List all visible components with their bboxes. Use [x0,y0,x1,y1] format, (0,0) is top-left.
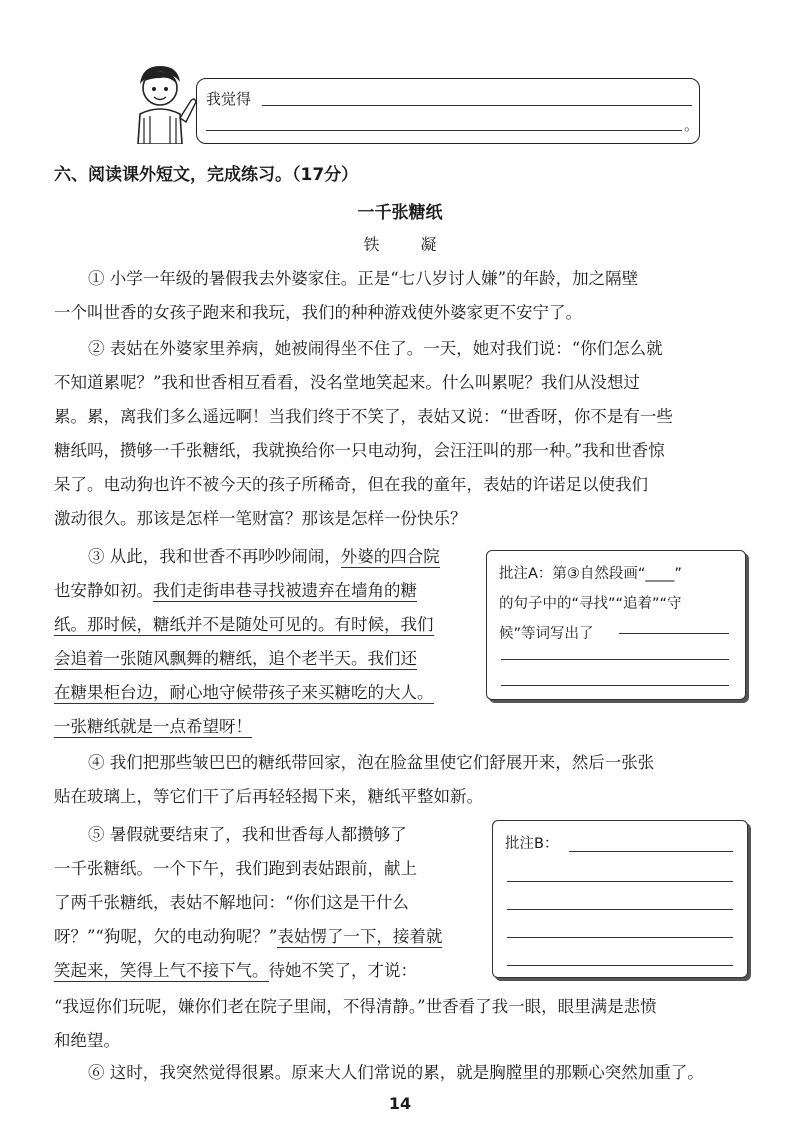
annotation-b-answer-line-3[interactable] [507,909,733,910]
section-title: 六、阅读课外短文，完成练习。（17分） [54,165,359,185]
annotation-a-line-1: 批注A：第③自然段画“____” [499,566,682,582]
paragraph-3-line-4 [54,642,417,676]
paragraph-3-underlined-phrase-4: 会追着一张随风飘舞的糖纸，追个老半天。我们还 [54,649,417,668]
annotation-a-answer-line-1[interactable] [619,633,729,634]
paragraph-3-line-1 [88,540,440,574]
paragraph-4-line-2: 贴在玻璃上，等它们干了后再轻轻揭下来，糖纸平整如新。 [54,787,483,806]
paragraph-4-line-1: ④ 我们把那些皱巴巴的糖纸带回家，泡在脸盆里使它们舒展开来，然后一张张 [88,753,655,772]
boy-illustration [130,62,198,144]
annotation-a-answer-line-3[interactable] [501,685,729,686]
paragraph-2-line-2: 不知道累呢？”我和世香相互看看，没名堂地笑起来。什么叫累呢？我们从没想过 [54,373,640,392]
annotation-b-answer-line-2[interactable] [507,881,733,882]
paragraph-5-line-4 [54,920,442,954]
annotation-a-box [486,550,746,700]
paragraph-5-line-5 [54,954,417,988]
story-title: 一千张糖纸 [357,203,443,223]
annotation-b-box [492,820,748,978]
annotation-b-answer-line-5[interactable] [507,965,733,966]
paragraph-3-line-1-text: ③ 从此，我和世香不再吵吵闹闹， [88,547,341,566]
paragraph-5-line-5-text: 待她不笑了，才说： [268,961,417,980]
paragraph-3-underlined-phrase-5: 在糖果柜台边，耐心地守候带孩子来买糖吃的大人。 [54,683,434,702]
paragraph-1-line-1: ① 小学一年级的暑假我去外婆家住。正是“七八岁讨人嫌”的年龄，加之隔壁 [88,269,639,288]
paragraph-3-underlined-phrase-2: 我们走街串巷寻找被遗弃在墙角的糖 [153,581,417,600]
page-number: 14 [388,1094,412,1113]
annotation-a-text [499,559,682,649]
annotation-b-answer-line-4[interactable] [507,937,733,938]
opinion-label: 我觉得 [206,90,252,108]
paragraph-2-line-4: 糖纸吗，攒够一千张糖纸，我就换给你一只电动狗，会汪汪叫的那一种。”我和世香惊 [54,441,665,460]
paragraph-3-line-2-text: 也安静如初。 [54,581,153,600]
paragraph-5-line-7: 和绝望。 [54,1031,120,1050]
annotation-a-line-3: 候”等词写出了 [499,626,594,642]
story-author: 铁 凝 [363,235,455,254]
paragraph-3-line-5 [54,676,434,710]
paragraph-3-underlined-phrase-3: 纸。那时候，糖纸并不是随处可见的。有时候，我们 [54,615,434,634]
paragraph-2-line-3: 累。累，离我们多么遥远啊！当我们终于不笑了，表姑又说：“世香呀，你不是有一些 [54,407,673,426]
opinion-end-mark: 。 [684,116,700,134]
paragraph-3-line-2 [54,574,417,608]
paragraph-5-underlined-phrase-1: 表姑愣了一下，接着就 [277,927,443,946]
paragraph-5-line-6: “我逗你们玩呢，嫌你们老在院子里闹，不得清静。”世香看了我一眼，眼里满是悲愤 [54,997,657,1016]
annotation-a-line-2: 的句子中的“寻找”“追着”“守 [499,596,682,612]
paragraph-3-underlined-phrase-6: 一张糖纸就是一点希望呀！ [54,717,252,736]
paragraph-3-line-3 [54,608,434,642]
paragraph-2-line-1: ② 表姑在外婆家里养病，她被闹得坐不住了。一天，她对我们说：“你们怎么就 [88,339,663,358]
paragraph-1-line-2: 一个叫世香的女孩子跑来和我玩，我们的种种游戏使外婆家更不安宁了。 [54,303,582,322]
paragraph-5-line-2: 一千张糖纸。一个下午，我们跑到表姑跟前，献上 [54,859,417,878]
paragraph-3-line-6 [54,710,252,744]
annotation-a-answer-line-2[interactable] [501,659,729,660]
opinion-answer-line-1[interactable] [262,105,692,106]
paragraph-6-line-1: ⑥ 这时，我突然觉得很累。原来大人们常说的累，就是胸膛里的那颗心突然加重了。 [88,1063,704,1082]
annotation-b-answer-line-1[interactable] [569,851,733,852]
paragraph-5-underlined-phrase-2: 笑起来，笑得上气不接下气。 [54,961,269,980]
opinion-answer-line-2[interactable] [206,130,682,131]
paragraph-5-line-4-text: 呀？”“狗呢，欠的电动狗呢？” [54,927,278,946]
paragraph-3-underlined-phrase-1: 外婆的四合院 [340,547,440,566]
paragraph-2-line-6: 激动很久。那该是怎样一笔财富？那该是怎样一份快乐？ [54,509,467,528]
opinion-bubble [196,78,700,144]
paragraph-2-line-5: 呆了。电动狗也许不被今天的孩子所稀奇，但在我的童年，表姑的许诺足以使我们 [54,475,648,494]
paragraph-5-line-3: 了两千张糖纸，表姑不解地问：“你们这是干什么 [54,893,409,912]
paragraph-5-line-1: ⑤ 暑假就要结束了，我和世香每人都攒够了 [88,825,407,844]
annotation-b-label: 批注B： [505,836,559,852]
